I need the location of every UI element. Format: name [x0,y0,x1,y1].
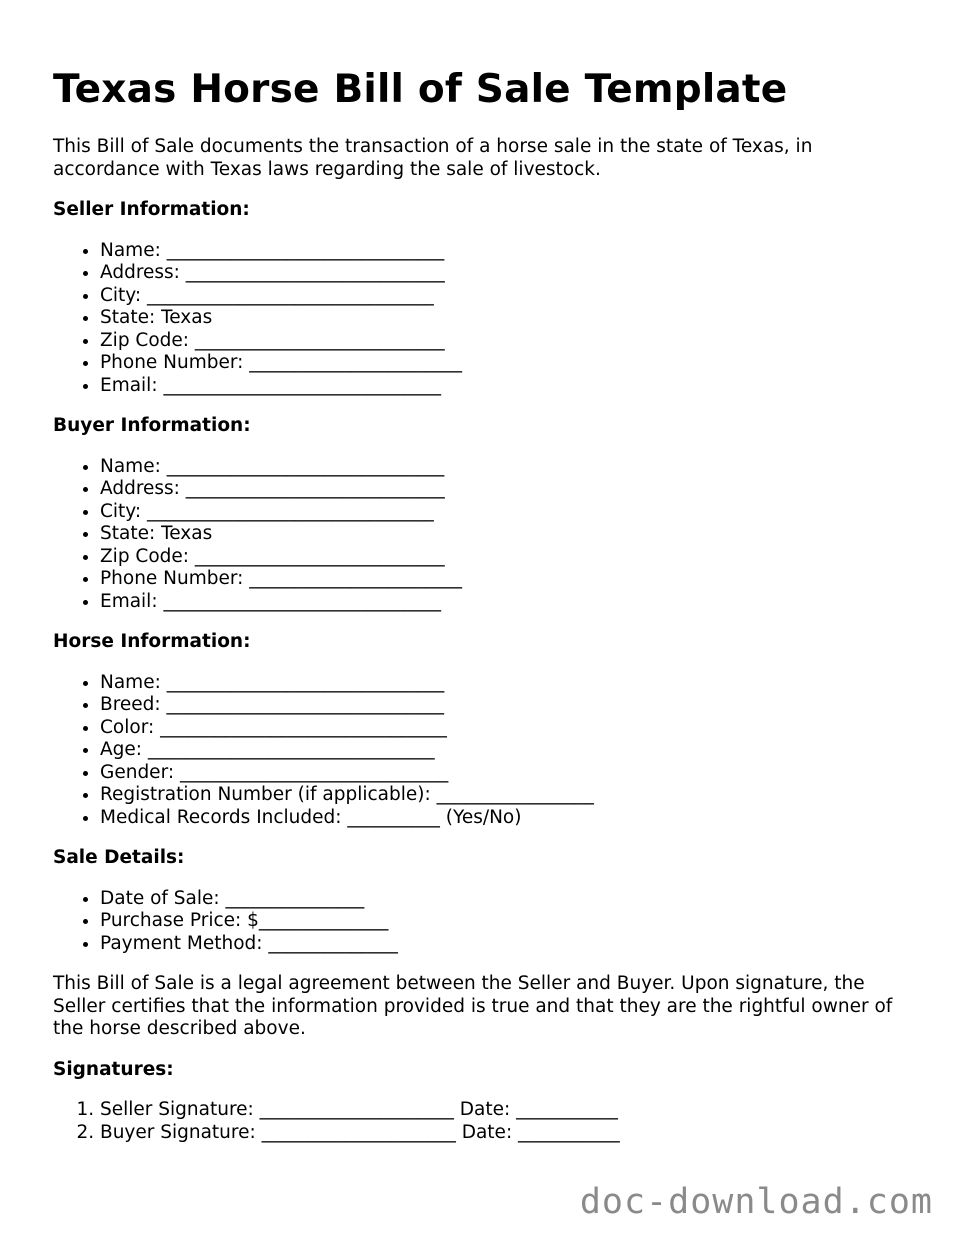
horse-color-field: • Color: _______________________________ [100,717,913,740]
buyer-section-heading: Buyer Information: [53,415,251,436]
intro-paragraph: This Bill of Sale documents the transaction of a horse sale in the state of Texas, in accordance with Texas laws regarding the sale of livestock. [53,136,813,180]
seller-state-field: • State: Texas [100,307,913,330]
horse-gender-field: • Gender: _____________________________ [100,762,913,785]
sale-payment-method-field: • Payment Method: ______________ [100,933,913,956]
buyer-email-field: • Email: ______________________________ [100,591,913,614]
buyer-zip-field: • Zip Code: ___________________________ [100,546,913,569]
buyer-city-field: • City: _______________________________ [100,501,913,524]
watermark: doc-download.com [579,1182,933,1222]
buyer-info-list [53,456,913,614]
seller-email-field: • Email: ______________________________ [100,375,913,398]
document-title: Texas Horse Bill of Sale Template [53,67,788,112]
document-page [53,60,913,1162]
horse-name-field: • Name: ______________________________ [100,672,913,695]
seller-city-field: • City: _______________________________ [100,285,913,308]
buyer-state-field: • State: Texas [100,523,913,546]
seller-zip-field: • Zip Code: ___________________________ [100,330,913,353]
buyer-phone-field: • Phone Number: _______________________ [100,568,913,591]
sale-price-field: • Purchase Price: $______________ [100,910,913,933]
buyer-name-field: • Name: ______________________________ [100,456,913,479]
horse-age-field: • Age: _______________________________ [100,739,913,762]
buyer-signature-line: 2. Buyer Signature: _____________________ Date: ___________ [100,1122,913,1145]
seller-section-heading: Seller Information: [53,199,250,220]
sale-date-field: • Date of Sale: _______________ [100,888,913,911]
buyer-address-field: • Address: ____________________________ [100,478,913,501]
horse-breed-field: • Breed: ______________________________ [100,694,913,717]
horse-medical-records-field: • Medical Records Included: __________ (Yes/No) [100,807,913,830]
seller-phone-field: • Phone Number: _______________________ [100,352,913,375]
seller-address-field: • Address: ____________________________ [100,262,913,285]
sale-section-heading: Sale Details: [53,847,185,868]
horse-section-heading: Horse Information: [53,631,251,652]
horse-info-list [53,672,913,830]
horse-registration-field: • Registration Number (if applicable): _________________ [100,784,913,807]
seller-info-list [53,240,913,398]
sale-details-list [53,888,913,956]
seller-signature-line: 1. Seller Signature: _____________________ Date: ___________ [100,1099,913,1122]
signatures-section-heading: Signatures: [53,1058,174,1080]
signatures-list [53,1099,913,1144]
legal-agreement-paragraph: This Bill of Sale is a legal agreement between the Seller and Buyer. Upon signature, the Seller certifies that the information provided is true and that they are the rightful owner of the horse described above. [53,973,893,1039]
seller-name-field: • Name: ______________________________ [100,240,913,263]
